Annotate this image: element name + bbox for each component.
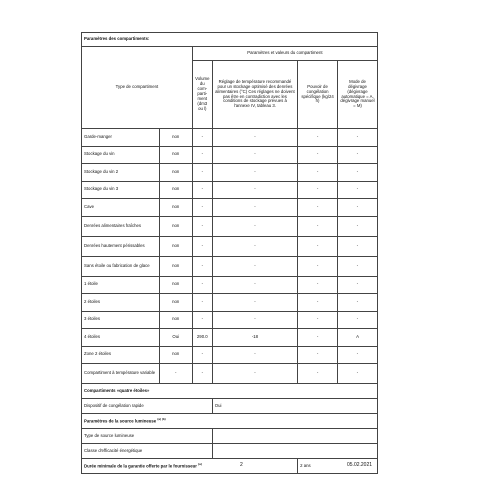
table-row <box>82 256 378 276</box>
table-title: Paramètres des compartiments: <box>82 33 378 47</box>
rapid-freeze-value: Oui <box>212 399 377 414</box>
compartment-freezing-capacity: - <box>298 311 338 329</box>
compartment-temperature: - <box>212 276 297 294</box>
compartment-volume: - <box>192 164 212 182</box>
light-type-label: Type de source lumineuse <box>82 429 213 444</box>
compartment-volume: - <box>192 181 212 199</box>
compartment-name: Garde-manger <box>82 129 160 147</box>
light-source-title-note: (a) (b) <box>157 416 166 421</box>
compartment-temperature: - <box>212 294 297 312</box>
compartment-freezing-capacity: - <box>298 129 338 147</box>
table-row <box>82 129 378 147</box>
compartment-defrost-mode: - <box>338 199 378 217</box>
compartment-defrost-mode: A <box>338 329 378 347</box>
compartment-defrost-mode: - <box>338 181 378 199</box>
header-defrost-mode: Mode de dégivrage (dégivrage automatique = A, dégivrage manuel = M) <box>338 61 378 129</box>
compartment-name: 1 étoile <box>82 276 160 294</box>
compartment-volume: 290.0 <box>192 329 212 347</box>
compartment-temperature: - <box>212 164 297 182</box>
table-row <box>82 164 378 182</box>
compartment-name: 4 étoiles <box>82 329 160 347</box>
compartment-volume: - <box>192 311 212 329</box>
compartment-temperature: - <box>212 311 297 329</box>
table-row <box>82 364 378 384</box>
compartment-present: non <box>159 294 192 312</box>
page-number: 2 <box>240 462 243 468</box>
compartment-volume: - <box>192 256 212 276</box>
compartment-freezing-capacity: - <box>298 276 338 294</box>
table-row <box>82 276 378 294</box>
compartment-present: Oui <box>159 329 192 347</box>
compartment-volume: - <box>192 276 212 294</box>
compartment-defrost-mode: - <box>338 256 378 276</box>
compartment-present: non <box>159 164 192 182</box>
compartment-freezing-capacity: - <box>298 294 338 312</box>
compartment-temperature: - <box>212 364 297 384</box>
compartment-volume: - <box>192 236 212 256</box>
compartment-defrost-mode: - <box>338 364 378 384</box>
warranty-label: Durée minimale de la garantie offerte par le fournisseur <box>84 463 197 469</box>
compartment-freezing-capacity: - <box>298 146 338 164</box>
compartment-present: non <box>159 236 192 256</box>
compartment-defrost-mode: - <box>338 216 378 236</box>
compartment-defrost-mode: - <box>338 311 378 329</box>
compartment-volume: - <box>192 364 212 384</box>
table-row <box>82 311 378 329</box>
compartment-defrost-mode: - <box>338 146 378 164</box>
light-type-value <box>212 429 377 444</box>
four-star-title: Compartiments «quatre étoiles» <box>82 384 378 399</box>
table-row <box>82 199 378 217</box>
compartment-present: - <box>159 364 192 384</box>
compartment-name: 3 étoiles <box>82 311 160 329</box>
warranty-label-cell <box>82 459 298 474</box>
header-group: Paramètres et valeurs du compartiment <box>192 47 377 61</box>
compartment-name: Stockage du vin 3 <box>82 181 160 199</box>
compartment-freezing-capacity: - <box>298 181 338 199</box>
compartment-defrost-mode: - <box>338 164 378 182</box>
compartment-freezing-capacity: - <box>298 216 338 236</box>
compartment-freezing-capacity: - <box>298 329 338 347</box>
document-date: 05.02.2021 <box>347 462 373 468</box>
table-row <box>82 294 378 312</box>
compartment-volume: - <box>192 199 212 217</box>
compartment-freezing-capacity: - <box>298 256 338 276</box>
compartment-volume: - <box>192 129 212 147</box>
compartment-name: Cave <box>82 199 160 217</box>
header-temperature: Réglage de température recommandé pour un stockage optimisé des denrées alimentaires (°C) Ces réglages ne doivent pas être en contradiction avec les conditions de stockage prévues à l'annexe IV, tableau 3. <box>212 61 297 129</box>
compartment-defrost-mode: - <box>338 129 378 147</box>
header-freezing-capacity: Pouvoir de congélation spécifique (kg/24 h) <box>298 61 338 129</box>
compartment-name: Stockage du vin <box>82 146 160 164</box>
compartment-freezing-capacity: - <box>298 199 338 217</box>
compartment-freezing-capacity: - <box>298 364 338 384</box>
compartment-present: non <box>159 216 192 236</box>
header-volume: Volume du com-parti-ment (dm3 ou l) <box>192 61 212 129</box>
compartment-temperature: - <box>212 256 297 276</box>
energy-class-label: Classe d'efficacité énergétique <box>82 444 213 459</box>
compartment-temperature: - <box>212 129 297 147</box>
light-source-title-text: Paramètres de la source lumineuse <box>84 418 157 424</box>
compartment-temperature: - <box>212 216 297 236</box>
table-row <box>82 216 378 236</box>
compartment-present: non <box>159 199 192 217</box>
compartment-name: Compartiment à température variable <box>82 364 160 384</box>
header-compartment-type: Type de compartiment <box>82 47 193 129</box>
compartment-defrost-mode: - <box>338 276 378 294</box>
compartment-name: Sans étoile ou fabrication de glace <box>82 256 160 276</box>
compartment-defrost-mode: - <box>338 346 378 364</box>
compartment-present: non <box>159 311 192 329</box>
warranty-value: 2 ans <box>298 459 378 474</box>
compartment-name: Zone 2 étoiles <box>82 346 160 364</box>
compartment-present: non <box>159 181 192 199</box>
compartment-present: non <box>159 256 192 276</box>
warranty-note: (a) <box>198 461 202 466</box>
compartment-freezing-capacity: - <box>298 236 338 256</box>
compartment-volume: - <box>192 146 212 164</box>
table-row <box>82 329 378 347</box>
compartment-defrost-mode: - <box>338 236 378 256</box>
compartment-volume: - <box>192 294 212 312</box>
compartment-name: Stockage du vin 2 <box>82 164 160 182</box>
compartment-name: Denrées alimentaires fraîches <box>82 216 160 236</box>
table-row <box>82 146 378 164</box>
light-source-title <box>82 414 378 429</box>
compartment-volume: - <box>192 216 212 236</box>
compartment-present: non <box>159 146 192 164</box>
compartment-present: non <box>159 346 192 364</box>
energy-class-value <box>212 444 377 459</box>
compartment-defrost-mode: - <box>338 294 378 312</box>
compartment-temperature: - <box>212 346 297 364</box>
compartment-present: non <box>159 129 192 147</box>
compartment-temperature: - <box>212 199 297 217</box>
compartment-freezing-capacity: - <box>298 164 338 182</box>
compartment-temperature: - <box>212 146 297 164</box>
compartment-temperature: -18 <box>212 329 297 347</box>
compartment-temperature: - <box>212 181 297 199</box>
table-row <box>82 346 378 364</box>
table-row <box>82 181 378 199</box>
rapid-freeze-label: Dispositif de congélation rapide <box>82 399 213 414</box>
compartment-temperature: - <box>212 236 297 256</box>
compartment-present: non <box>159 276 192 294</box>
compartment-name: 2 étoiles <box>82 294 160 312</box>
compartment-freezing-capacity: - <box>298 346 338 364</box>
compartment-name: Denrées hautement périssables <box>82 236 160 256</box>
compartment-parameters-table <box>81 32 378 474</box>
compartment-volume: - <box>192 346 212 364</box>
table-row <box>82 236 378 256</box>
